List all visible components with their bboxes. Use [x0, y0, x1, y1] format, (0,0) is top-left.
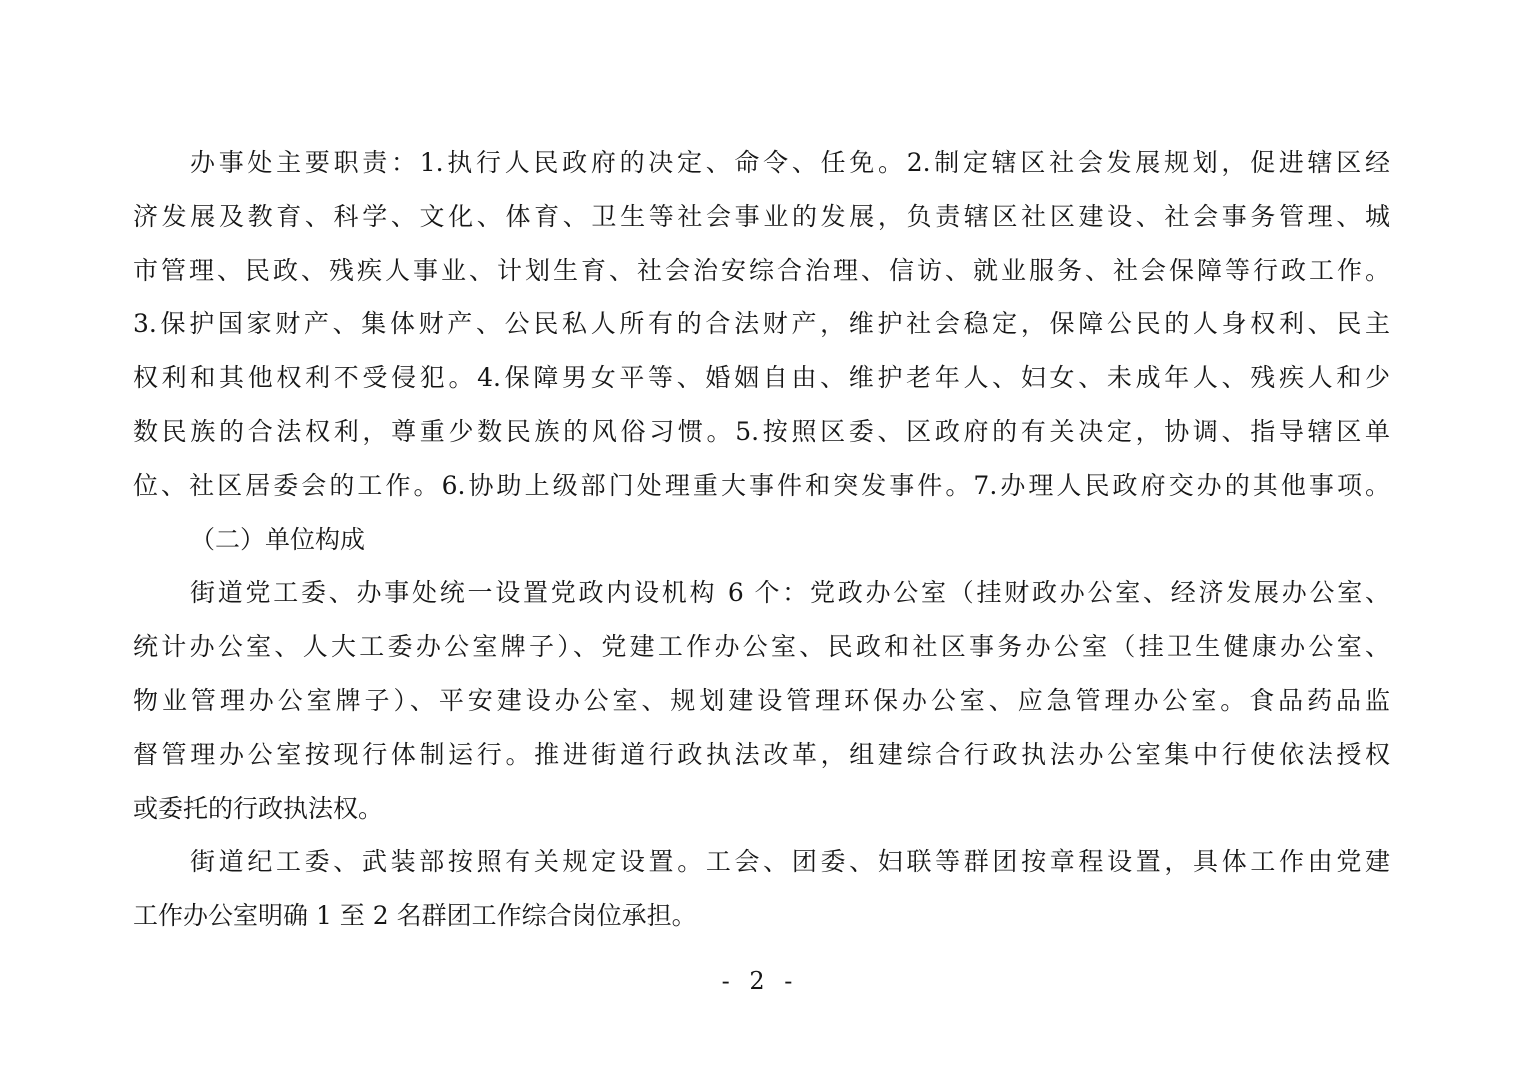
text-line: 物业管理办公室牌子）、平安建设办公室、规划建设管理环保办公室、应急管理办公室。食品药品监 — [133, 685, 1390, 715]
paragraph-composition — [133, 566, 1390, 835]
page-number: - 2 - — [721, 967, 799, 995]
text-line: 权利和其他权利不受侵犯。4.保障男女平等、婚姻自由、维护老年人、妇女、未成年人、残疾人和少 — [133, 363, 1390, 393]
text-line: 街道党工委、办事处统一设置党政内设机构 6 个：党政办公室（挂财政办公室、经济发展办公室、 — [190, 578, 1390, 608]
paragraph-groups — [133, 835, 1390, 943]
text-line: 济发展及教育、科学、文化、体育、卫生等社会事业的发展，负责辖区社区建设、社会事务管理、城 — [133, 201, 1390, 231]
text-line: 3.保护国家财产、集体财产、公民私人所有的合法财产，维护社会稳定，保障公民的人身权利、民主 — [133, 309, 1390, 339]
text-line: 办事处主要职责：1.执行人民政府的决定、命令、任免。2.制定辖区社会发展规划，促进辖区经 — [190, 148, 1390, 177]
text-line: 统计办公室、人大工委办公室牌子）、党建工作办公室、民政和社区事务办公室（挂卫生健康办公室、 — [133, 632, 1390, 662]
text-line: 位、社区居委会的工作。6.协助上级部门处理重大事件和突发事件。7.办理人民政府交办的其他事项。 — [133, 470, 1390, 500]
text-line: 或委托的行政执法权。 — [133, 793, 384, 823]
text-line: 数民族的合法权利，尊重少数民族的风俗习惯。5.按照区委、区政府的有关决定，协调、指导辖区单 — [133, 416, 1390, 446]
paragraph-duties — [133, 136, 1390, 513]
text-line: 市管理、民政、残疾人事业、计划生育、社会治安综合治理、信访、就业服务、社会保障等行政工作。 — [133, 255, 1390, 285]
text-line: 工作办公室明确 1 至 2 名群团工作综合岗位承担。 — [133, 901, 697, 931]
section-heading: （二）单位构成 — [190, 524, 366, 554]
document-body — [133, 136, 1390, 943]
text-line: 街道纪工委、武装部按照有关规定设置。工会、团委、妇联等群团按章程设置，具体工作由党建 — [190, 847, 1390, 877]
text-line: 督管理办公室按现行体制运行。推进街道行政执法改革，组建综合行政执法办公室集中行使依法授权 — [133, 739, 1390, 769]
